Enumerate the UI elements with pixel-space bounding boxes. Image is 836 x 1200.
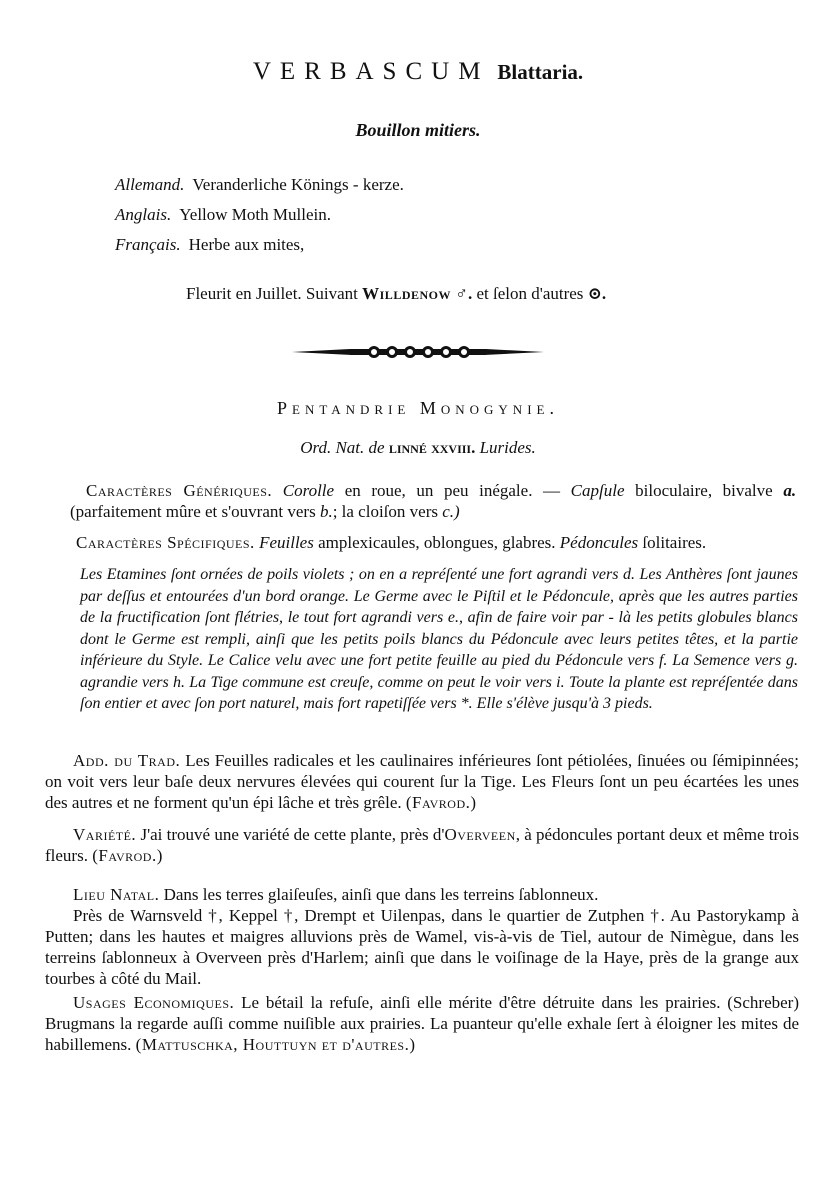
term: Feuilles <box>259 533 314 552</box>
section-heading: Variété. <box>73 825 137 844</box>
body-text: Les Feuilles radicales et les caulinaires inférieures ſont pétiolées, ſinuées ou ſémipinnées; on voit vers leur baſe deux nervures élevées qui courent ſur la Tige. Les Fleurs ſont un peu écartées les unes des autres et ne forment qu'un épi lâche et très grêle. <box>45 751 799 812</box>
language-label: Allemand. <box>115 175 185 194</box>
section-heading: Caractères Génériques. <box>86 481 273 500</box>
genus-name: VERBASCUM <box>252 58 490 85</box>
section-heading: Caractères Spécifiques. <box>76 533 255 552</box>
body-text: amplexicaules, oblongues, glabres. <box>318 533 556 552</box>
page-title <box>0 58 836 86</box>
order-family: Lurides. <box>479 438 536 457</box>
habitat-line <box>45 884 799 905</box>
specific-characters <box>70 532 796 553</box>
term: Capſule <box>570 481 625 500</box>
flowering-text: Fleurit en Juillet. Suivant <box>186 284 358 303</box>
variety-paragraph <box>45 824 799 866</box>
body-text: Dans les terres glaiſeuſes, ainſi que dans les terreins ſablonneux. <box>163 885 599 904</box>
natural-order <box>0 438 836 458</box>
class-title: Pentandrie Monogynie. <box>277 398 559 418</box>
place-name: Overveen <box>444 825 516 844</box>
body-text: J'ai trouvé une variété de cette plante, près d' <box>140 825 445 844</box>
term: Pédoncules <box>559 533 639 552</box>
name-value: Herbe aux mites, <box>188 235 305 254</box>
figure-ref: b. <box>319 502 333 521</box>
description-paragraph: Les Etamines ſont ornées de poils violets ; on en a repréſenté une fort agrandi vers d. Les Anthères ſont jaunes par deſſus et entourées d'un bord orange. Le Germe avec le Piſtil et le Pédoncule, après que les autres parties de la fructification ſont flétries, le tout fort agrandi vers e., afin de faire voir par - là les petits globules blancs dont le Germe est rempli, ainſi que les petits poils blancs du Pédoncule avec leurs petites têtes, et la partie inférieure du Style. Le Calice velu avec une fort petite feuille au pied du Pédoncule vers f. La Semence vers g. agrandie vers h. La Tige commune est creuſe, comme on peut le voir vers i. Toute la plante est repréſentée dans ſon entier et avec ſon port naturel, mais fort rapetiſſée vers *. Elle s'élève jusqu'à 3 pieds. <box>80 566 798 712</box>
author-name: Willdenow <box>362 284 451 303</box>
annual-symbol: ⊙. <box>587 284 607 303</box>
body-text: ſolitaires. <box>642 533 707 552</box>
body-text: (parfaitement mûre et s'ouvrant vers <box>70 502 316 521</box>
flowering-line <box>186 284 606 304</box>
name-value: Yellow Moth Mullein. <box>179 205 331 224</box>
credit: (Favrod.) <box>405 793 477 812</box>
body-text: Le bétail la refuſe, ainſi elle mérite d'être détruite dans les prairies. (Schreber) Brugmans la regarde auſſi comme nuiſible aux prairies. La puanteur qu'elle exhale ſert à éloigner les mites de habillemens. <box>45 993 800 1054</box>
name-row-german <box>115 170 404 200</box>
body-text: ; la cloiſon vers <box>332 502 438 521</box>
body-text: , à pédoncules portant deux et même trois fleurs. <box>45 825 800 865</box>
section-heading: Usages Economiques. <box>73 993 235 1012</box>
section-heading: Add. du Trad. <box>73 751 181 770</box>
habitat-paragraph: Près de Warnsveld †, Keppel †, Drempt et Uilenpas, dans le quartier de Zutphen †. Au Pastorykamp à Putten; dans les hautes et maigres alluvions près de Wamel, vis-à-vis de Tiel, autour de Nimègue, dans les terreins ſablonneux à Overveen près d'Harlem; ainſi que dans le voiſinage de la Haye, près de la grange aux tourbes à côté du Mail. <box>45 906 799 988</box>
figure-ref: c.) <box>442 502 460 521</box>
body-text: biloculaire, bivalve <box>635 481 773 500</box>
economic-uses <box>45 992 799 1055</box>
order-text: Ord. Nat. de <box>300 438 385 457</box>
term: Corolle <box>282 481 335 500</box>
section-heading: Lieu Natal. <box>73 885 160 904</box>
credit: (Mattuschka, Houttuyn et d'autres.) <box>135 1035 416 1054</box>
body-text: en roue, un peu inégale. — <box>344 481 561 500</box>
generic-characters <box>70 480 796 522</box>
name-row-french <box>115 230 404 260</box>
figure-ref: a. <box>783 481 797 500</box>
species-name: Blattaria. <box>497 60 584 84</box>
credit: (Favrod.) <box>92 846 163 865</box>
common-name: Bouillon mitiers. <box>355 120 481 140</box>
translator-note <box>45 750 799 813</box>
order-name: linné xxviii. <box>388 438 476 457</box>
language-label: Français. <box>115 235 181 254</box>
vernacular-names <box>115 170 404 260</box>
biennial-symbol: ♂. <box>455 284 473 303</box>
name-row-english <box>115 200 404 230</box>
ornament-divider <box>290 344 546 360</box>
flowering-text-2: et ſelon d'autres <box>476 284 584 303</box>
name-value: Veranderliche Könings - kerze. <box>192 175 404 194</box>
language-label: Anglais. <box>115 205 172 224</box>
